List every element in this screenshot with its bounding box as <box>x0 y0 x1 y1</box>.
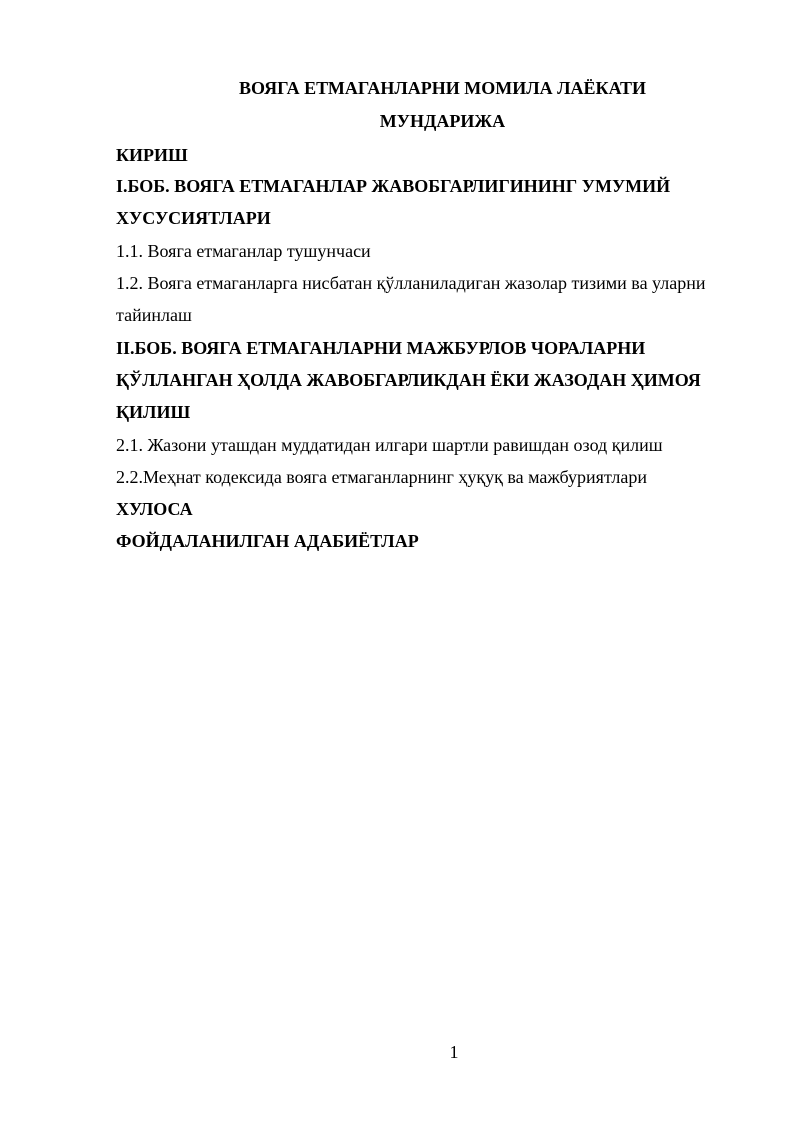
toc-entry-references: ФОЙДАЛАНИЛГАН АДАБИЁТЛАР <box>116 531 419 551</box>
toc-entry-section-2-2: 2.2.Меҳнат кодексида вояга етмаганларнинг ҳуқуқ ва мажбуриятлари <box>116 467 647 487</box>
toc-entry-section-1-2-continued: тайинлаш <box>116 305 192 325</box>
toc-entry-chapter-2-continued-2: ҚИЛИШ <box>116 402 191 422</box>
document-title: ВОЯГА ЕТМАГАНЛАРНИ МОМИЛА ЛАЁКАТИ <box>238 78 647 98</box>
toc-entry-section-2-1: 2.1. Жазони уташдан муддатидан илгари шартли равишдан озод қилиш <box>116 435 663 455</box>
toc-entry-section-1-2: 1.2. Вояга етмаганларга нисбатан қўлланиладиган жазолар тизими ва уларни <box>116 273 706 293</box>
toc-entry-chapter-2: II.БОБ. ВОЯГА ЕТМАГАНЛАРНИ МАЖБУРЛОВ ЧОРАЛАРНИ <box>116 338 646 358</box>
toc-entry-chapter-1: I.БОБ. ВОЯГА ЕТМАГАНЛАР ЖАВОБГАРЛИГИНИНГ УМУМИЙ <box>116 176 671 196</box>
toc-entry-conclusion: ХУЛОСА <box>116 499 193 519</box>
page-number: 1 <box>449 1042 459 1062</box>
toc-heading: МУНДАРИЖА <box>379 111 506 131</box>
toc-entry-section-1-1: 1.1. Вояга етмаганлар тушунчаси <box>116 241 371 261</box>
toc-entry-chapter-1-continued: ХУСУСИЯТЛАРИ <box>116 208 271 228</box>
toc-entry-intro: КИРИШ <box>116 145 188 165</box>
toc-entry-chapter-2-continued: ҚЎЛЛАНГАН ҲОЛДА ЖАВОБГАРЛИКДАН ЁКИ ЖАЗОДАН ҲИМОЯ <box>116 370 701 390</box>
